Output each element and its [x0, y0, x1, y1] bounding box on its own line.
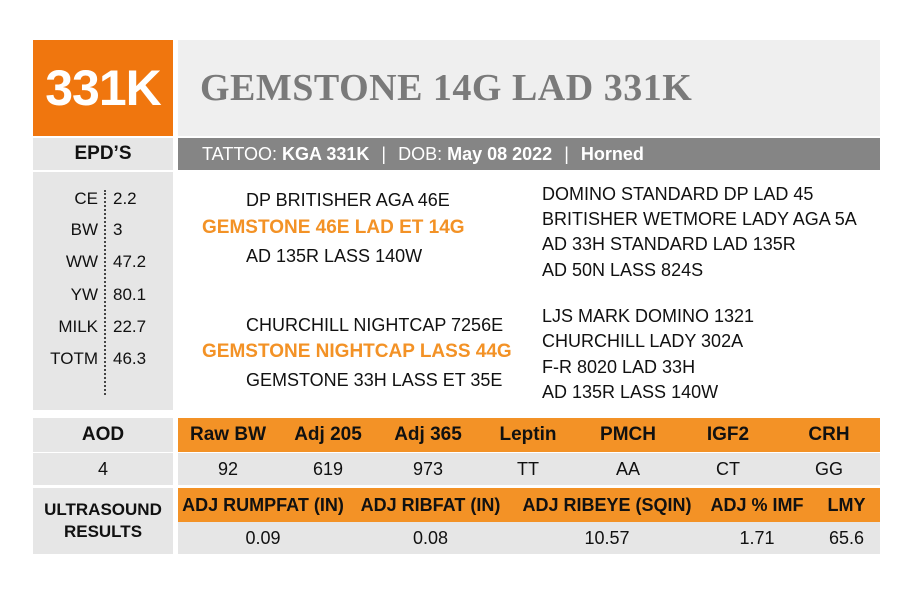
epd-value: 80.1	[113, 285, 147, 304]
separator: |	[381, 143, 387, 164]
epd-divider	[104, 190, 106, 395]
info-bar	[178, 138, 880, 170]
epd-row-ce	[33, 189, 173, 215]
perf-value-crh: GG	[814, 458, 843, 479]
perf-value-leptin: TT	[517, 458, 539, 479]
perf-header-crh: CRH	[808, 424, 850, 445]
perf-header-adj-205: Adj 205	[294, 424, 362, 445]
ultrasound-label-line1: ULTRASOUND	[44, 500, 162, 519]
us-value-rumpfat: 0.09	[245, 527, 281, 548]
pedigree-dam-sire: CHURCHILL NIGHTCAP 7256E	[246, 315, 504, 335]
perf-value-raw-bw: 92	[217, 458, 239, 479]
ultrasound-header-row	[178, 488, 880, 522]
epd-row-milk	[33, 317, 173, 343]
pedigree-dam: GEMSTONE NIGHTCAP LASS 44G	[202, 341, 512, 362]
lot-number-badge	[33, 40, 173, 136]
pedigree-dds: F-R 8020 LAD 33H	[542, 357, 696, 377]
horned-status: Horned	[580, 143, 644, 164]
epd-label: WW	[65, 252, 98, 271]
epd-label: YW	[70, 285, 98, 304]
epd-row-bw	[33, 220, 173, 246]
pedigree-sss: DOMINO STANDARD DP LAD 45	[542, 184, 814, 204]
dob-value: May 08 2022	[447, 143, 553, 164]
performance-header-row	[178, 418, 880, 452]
aod-label: AOD	[81, 424, 125, 445]
epd-label: TOTM	[50, 349, 98, 368]
tattoo-label: TATTOO:	[202, 143, 277, 164]
epd-row-totm	[33, 349, 173, 375]
perf-value-pmch: AA	[615, 458, 640, 479]
animal-name-title: GEMSTONE 14G LAD 331K	[200, 67, 693, 109]
epd-row-yw	[33, 285, 173, 311]
ultrasound-value-row	[178, 522, 880, 554]
epd-value: 46.3	[113, 349, 147, 368]
separator: |	[564, 143, 569, 164]
epd-label: MILK	[58, 317, 98, 336]
pedigree-sds: AD 33H STANDARD LAD 135R	[542, 234, 796, 254]
pedigree-dsd: CHURCHILL LADY 302A	[542, 331, 744, 351]
perf-header-igf2: IGF2	[706, 424, 750, 445]
perf-header-leptin: Leptin	[499, 424, 557, 445]
aod-heading	[33, 418, 173, 452]
epd-panel	[33, 172, 173, 410]
pedigree-sdd: AD 50N LASS 824S	[542, 260, 704, 280]
lot-number: 331K	[45, 60, 161, 116]
pedigree-sire-sire: DP BRITISHER AGA 46E	[246, 190, 450, 210]
aod-value-cell	[33, 453, 173, 485]
us-header-imf: ADJ % IMF	[710, 494, 804, 515]
pedigree-dss: LJS MARK DOMINO 1321	[542, 306, 755, 326]
ultrasound-label-line2: RESULTS	[63, 522, 143, 541]
perf-value-adj-205: 619	[312, 458, 344, 479]
aod-value: 4	[97, 458, 108, 479]
pedigree-ddd: AD 135R LASS 140W	[542, 382, 719, 402]
perf-header-pmch: PMCH	[600, 424, 656, 445]
perf-header-adj-365: Adj 365	[394, 424, 462, 445]
perf-header-raw-bw: Raw BW	[190, 424, 266, 445]
pedigree-ssd: BRITISHER WETMORE LADY AGA 5A	[542, 209, 857, 229]
epd-heading	[33, 138, 173, 170]
epd-value: 22.7	[113, 317, 147, 336]
perf-value-igf2: CT	[716, 458, 740, 479]
epd-value: 2.2	[113, 189, 137, 208]
epd-heading-text: EPD’S	[74, 143, 132, 164]
epd-label: BW	[70, 220, 98, 239]
us-value-ribfat: 0.08	[412, 527, 449, 548]
perf-value-adj-365: 973	[412, 458, 444, 479]
title-panel	[178, 40, 880, 136]
dob-label: DOB:	[398, 143, 443, 164]
pedigree-sire: GEMSTONE 46E LAD ET 14G	[202, 217, 465, 238]
us-value-imf: 1.71	[739, 527, 775, 548]
tattoo-value: KGA 331K	[282, 143, 370, 164]
us-value-ribeye: 10.57	[584, 527, 630, 548]
ultrasound-heading	[33, 488, 173, 554]
pedigree-dam-dam: GEMSTONE 33H LASS ET 35E	[246, 370, 503, 390]
epd-label: CE	[74, 189, 98, 208]
pedigree-sire-dam: AD 135R LASS 140W	[246, 246, 423, 266]
us-header-ribfat: ADJ RIBFAT (IN)	[360, 494, 501, 515]
us-header-lmy: LMY	[827, 494, 866, 515]
epd-row-ww	[33, 252, 173, 278]
performance-value-row	[178, 453, 880, 485]
us-header-rumpfat: ADJ RUMPFAT (IN)	[182, 494, 344, 515]
epd-value: 47.2	[113, 252, 147, 271]
us-value-lmy: 65.6	[828, 527, 865, 548]
epd-value: 3	[113, 220, 123, 239]
us-header-ribeye: ADJ RIBEYE (SQIN)	[522, 494, 692, 515]
